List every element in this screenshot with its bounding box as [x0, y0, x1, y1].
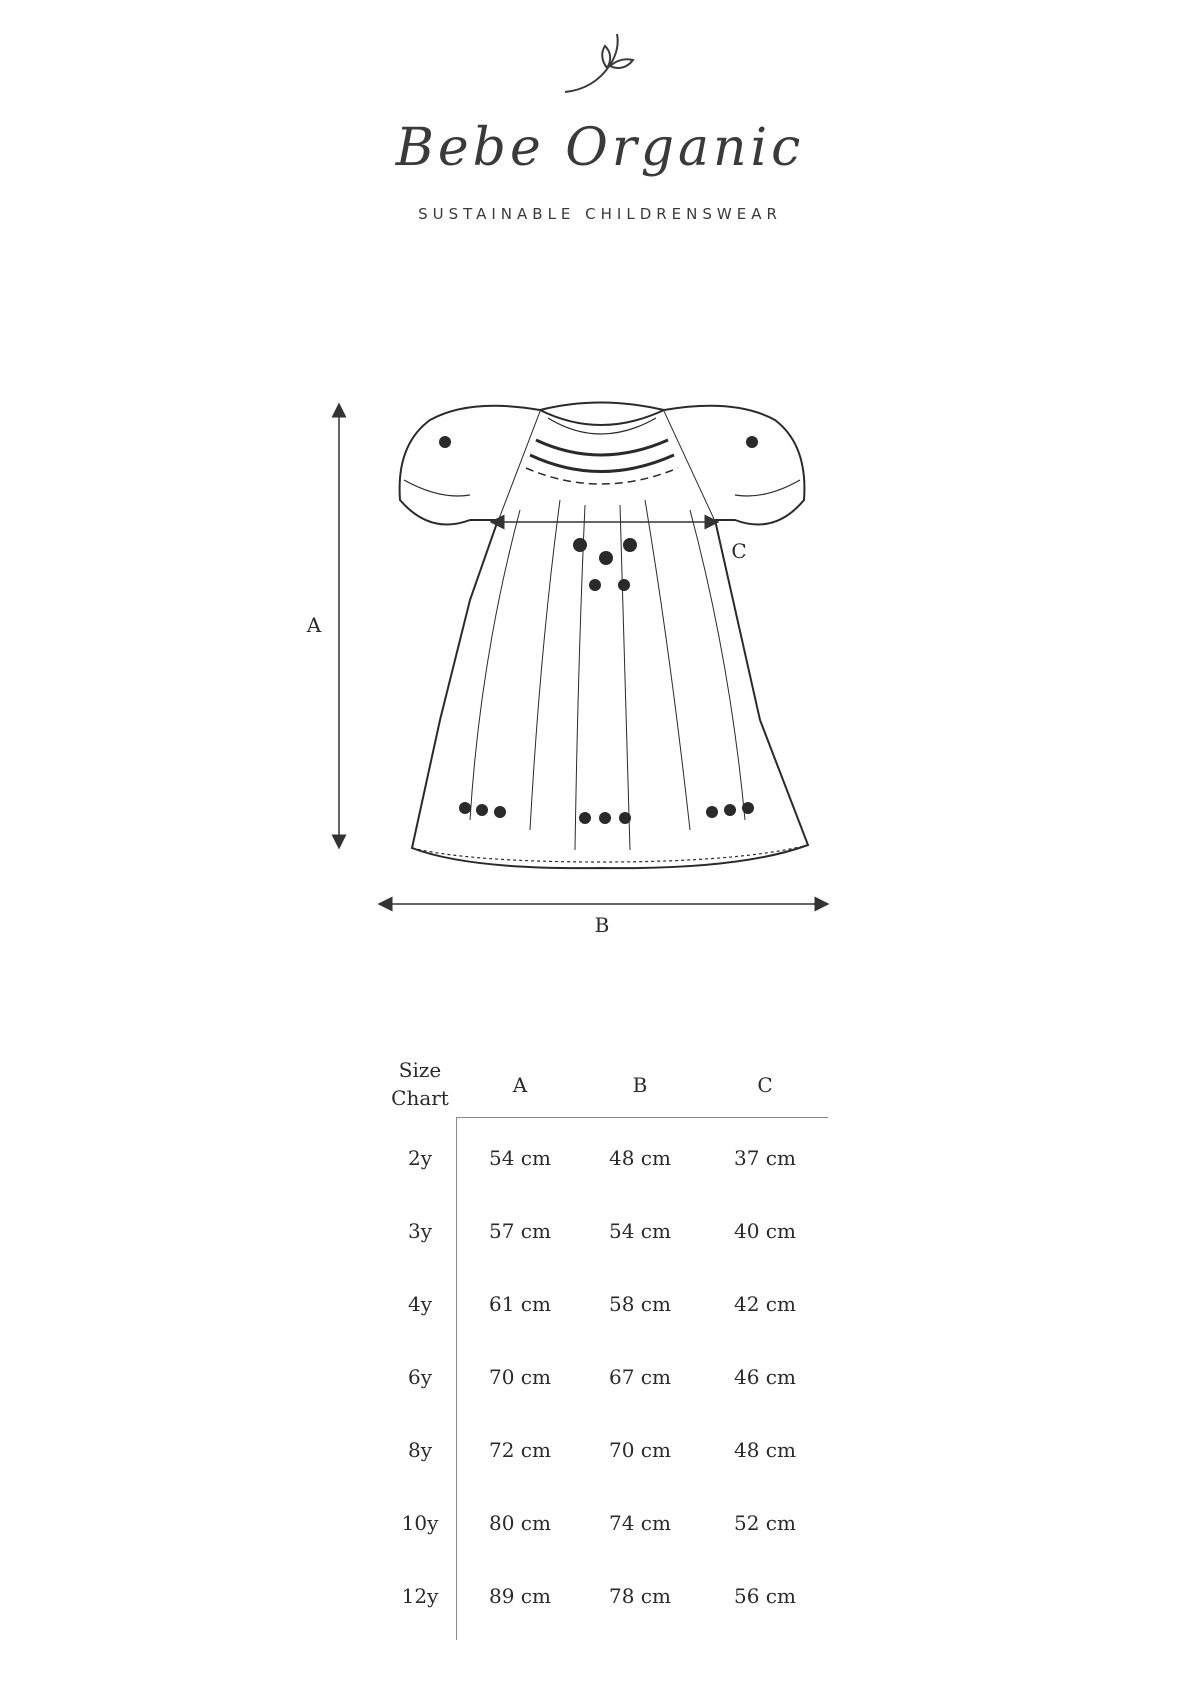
- column-header-a: A: [512, 1073, 528, 1097]
- value-b-cell: 48 cm: [609, 1146, 671, 1170]
- value-c-cell: 40 cm: [734, 1219, 796, 1243]
- brand-logo: [0, 30, 1200, 104]
- size-cell: 12y: [401, 1584, 439, 1608]
- value-a-cell: 89 cm: [489, 1584, 551, 1608]
- size-cell: 4y: [407, 1292, 433, 1316]
- value-c-cell: 37 cm: [734, 1146, 796, 1170]
- value-b-cell: 67 cm: [609, 1365, 671, 1389]
- measure-b-label: B: [594, 913, 610, 937]
- measure-c-label: C: [731, 539, 747, 563]
- value-c-cell: 56 cm: [734, 1584, 796, 1608]
- measure-a-label: A: [306, 613, 322, 637]
- value-a-cell: 70 cm: [489, 1365, 551, 1389]
- size-chart-title-line2: Chart: [391, 1086, 449, 1110]
- size-cell: 10y: [401, 1511, 439, 1535]
- value-a-cell: 80 cm: [489, 1511, 551, 1535]
- value-c-cell: 52 cm: [734, 1511, 796, 1535]
- size-cell: 3y: [407, 1219, 433, 1243]
- column-header-c: C: [757, 1073, 773, 1097]
- size-chart-title-line1: Size: [398, 1058, 442, 1082]
- size-cell: 8y: [407, 1438, 433, 1462]
- measurement-diagram: [0, 380, 1200, 960]
- brand-name: Bebe Organic: [395, 118, 805, 178]
- column-header-b: B: [632, 1073, 648, 1097]
- value-c-cell: 48 cm: [734, 1438, 796, 1462]
- leaf-sprig-icon: [555, 30, 645, 100]
- size-cell: 6y: [407, 1365, 433, 1389]
- value-a-cell: 72 cm: [489, 1438, 551, 1462]
- value-c-cell: 42 cm: [734, 1292, 796, 1316]
- value-b-cell: 74 cm: [609, 1511, 671, 1535]
- value-b-cell: 54 cm: [609, 1219, 671, 1243]
- brand-tagline: SUSTAINABLE CHILDRENSWEAR: [418, 205, 782, 223]
- value-c-cell: 46 cm: [734, 1365, 796, 1389]
- value-a-cell: 57 cm: [489, 1219, 551, 1243]
- value-a-cell: 54 cm: [489, 1146, 551, 1170]
- dress-illustration: [400, 403, 808, 869]
- value-b-cell: 70 cm: [609, 1438, 671, 1462]
- size-cell: 2y: [407, 1146, 433, 1170]
- value-b-cell: 58 cm: [609, 1292, 671, 1316]
- value-a-cell: 61 cm: [489, 1292, 551, 1316]
- header-divider: [456, 1117, 828, 1118]
- value-b-cell: 78 cm: [609, 1584, 671, 1608]
